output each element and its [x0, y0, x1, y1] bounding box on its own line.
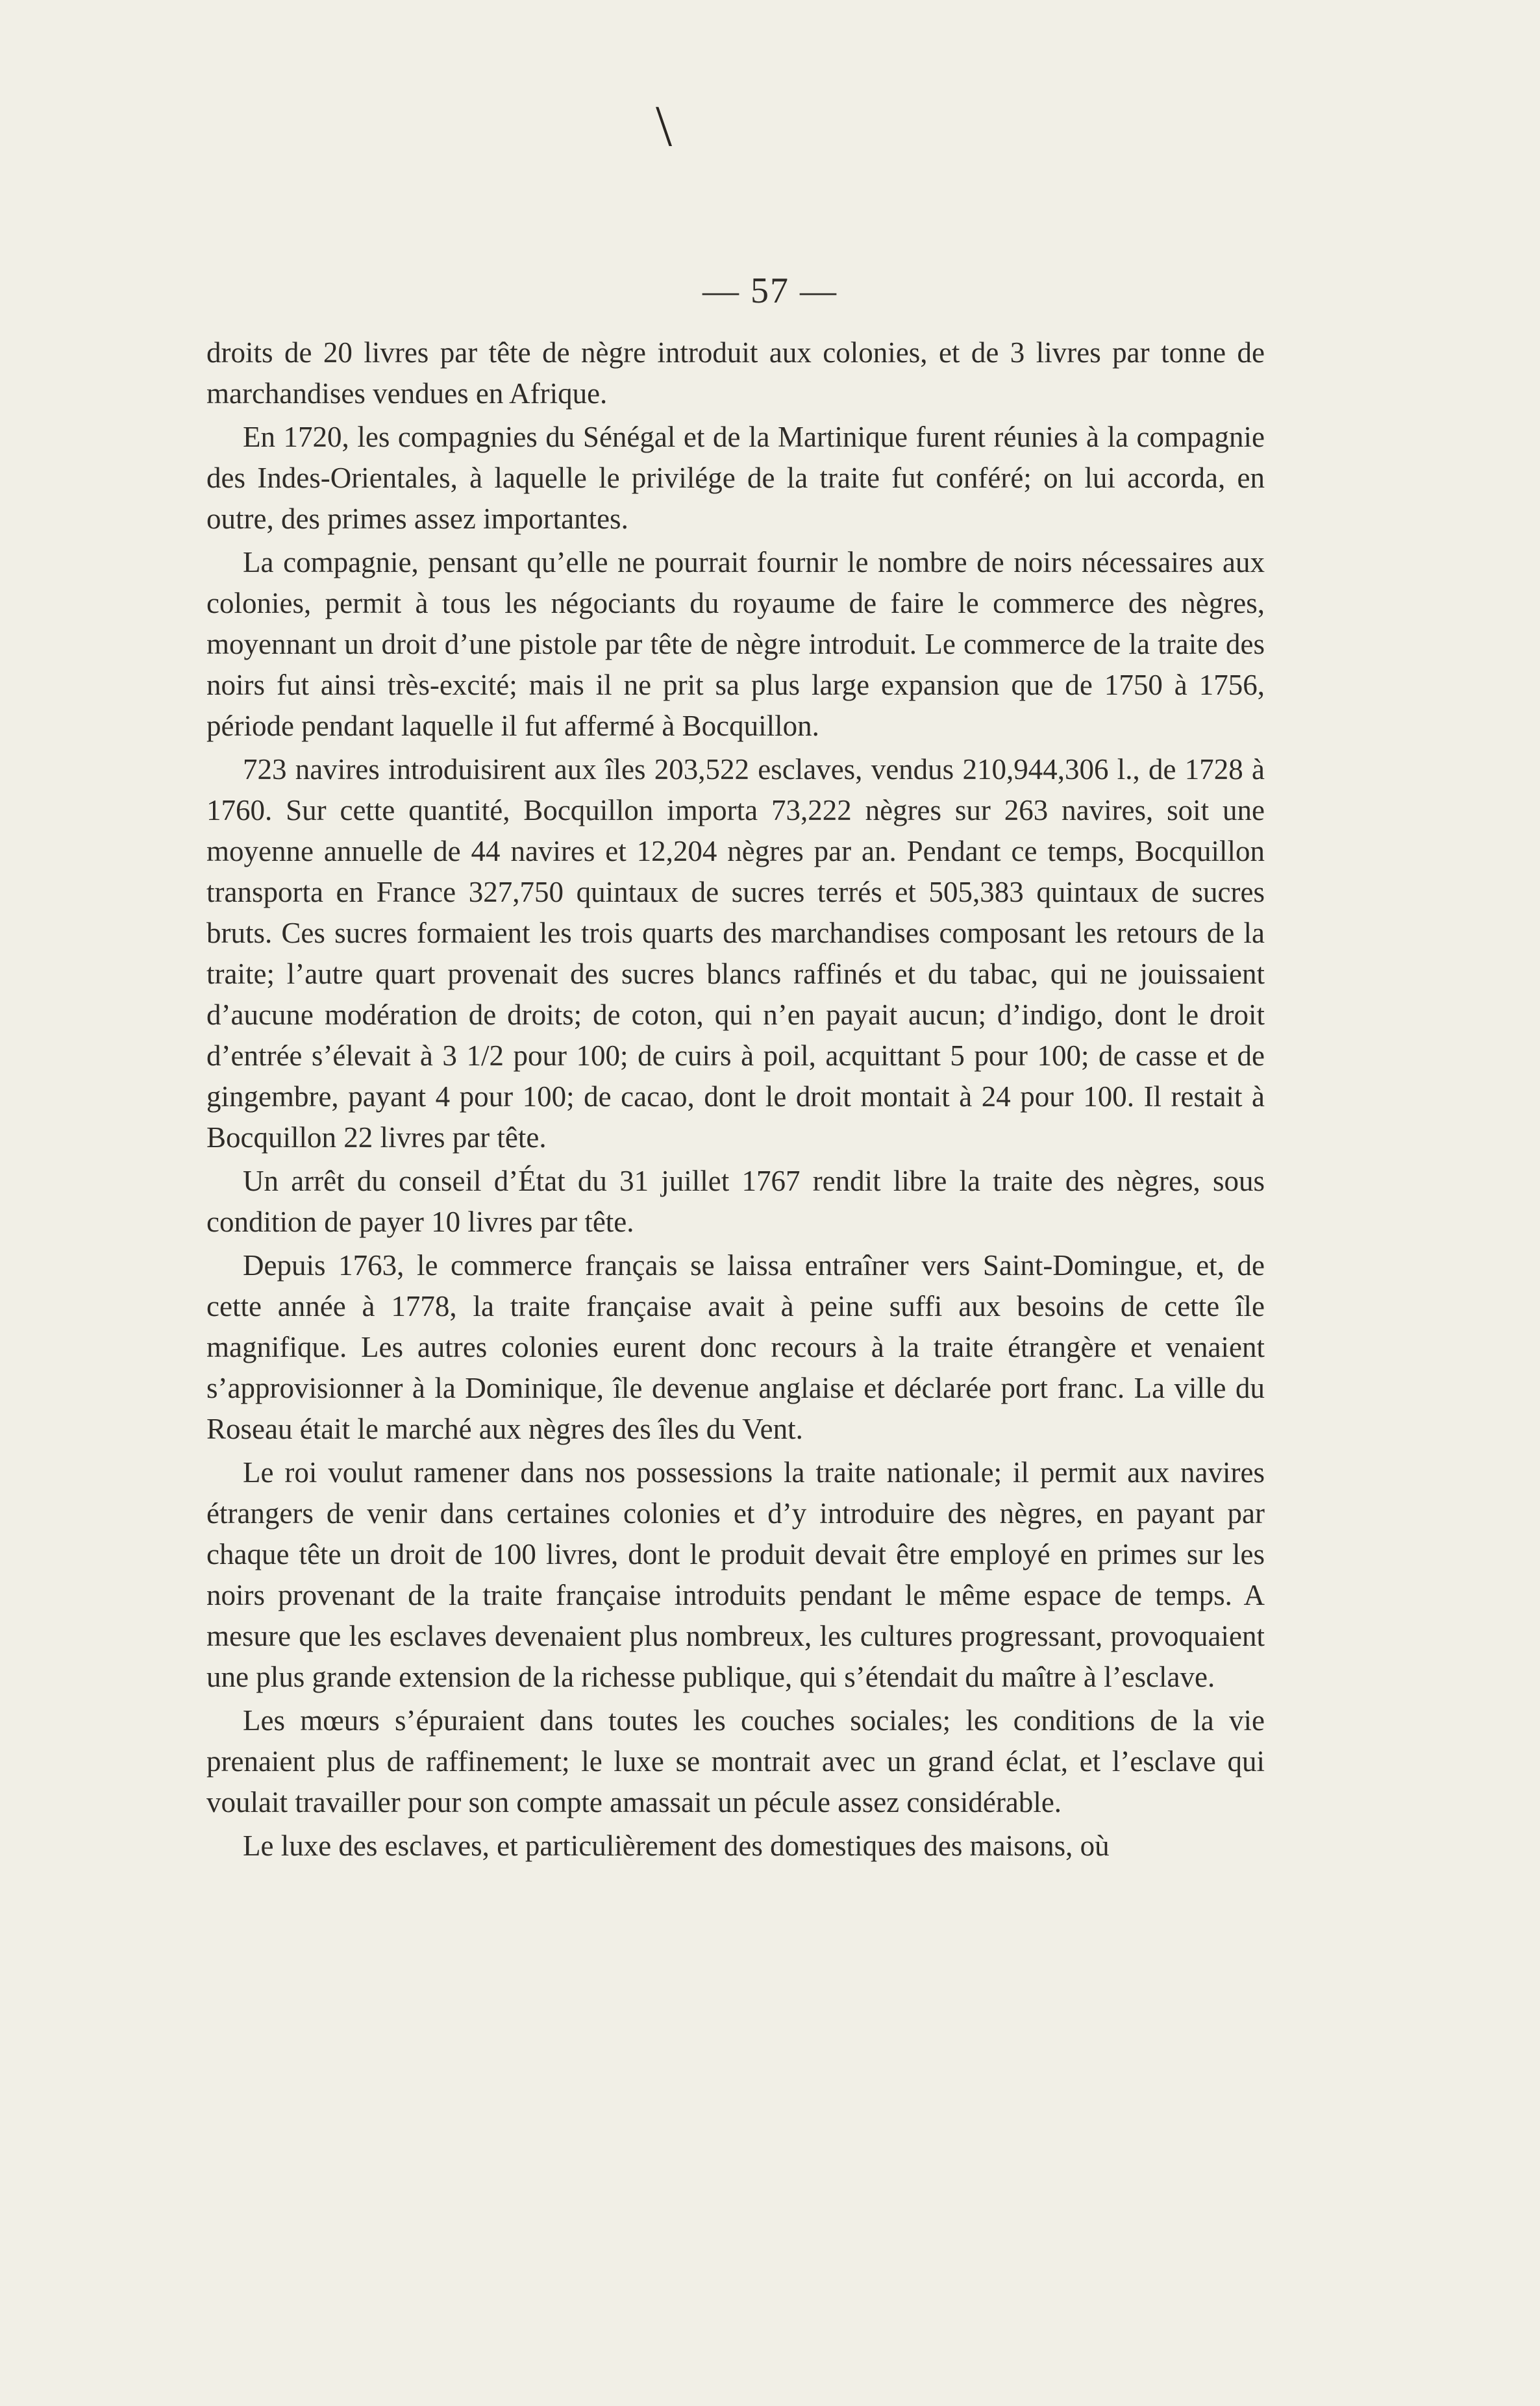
paragraph-6: Depuis 1763, le commerce français se laissa entraîner vers Saint-Domingue, et, de cette année à 1778, la traite française avait à peine suffi aux besoins de cette île magnifique. Les autres colonies eurent donc recours à la traite étrangère et venaient s’approvisionner à la Dominique, île devenue anglaise et déclarée port franc. La ville du Roseau était le marché aux nègres des îles du Vent.	[206, 1249, 1265, 1445]
paragraph-1: droits de 20 livres par tête de nègre introduit aux colonies, et de 3 livres par tonne de marchandises vendues en Afrique.	[206, 336, 1265, 410]
paragraph-5: Un arrêt du conseil d’État du 31 juillet 1767 rendit libre la traite des nègres, sous condition de payer 10 livres par tête.	[206, 1165, 1265, 1238]
paragraph-7: Le roi voulut ramener dans nos possessions la traite nationale; il permit aux navires étrangers de venir dans certaines colonies et d’y introduire des nègres, en payant par chaque tête un droit de 100 livres, dont le produit devait être employé en primes sur les noirs provenant de la traite française introduits pendant le même espace de temps. A mesure que les esclaves devenaient plus nombreux, les cultures progressant, provoquaient une plus grande extension de la richesse publique, qui s’étendait du maître à l’esclave.	[206, 1456, 1265, 1693]
paragraph-4: 723 navires introduisirent aux îles 203,522 esclaves, vendus 210,944,306 l., de 1728 à 1760. Sur cette quantité, Bocquillon importa 73,222 nègres sur 263 navires, soit une moyenne annuelle de 44 navires et 12,204 nègres par an. Pendant ce temps, Bocquillon transporta en France 327,750 quintaux de sucres terrés et 505,383 quintaux de sucres bruts. Ces sucres formaient les trois quarts des marchandises composant les retours de la traite; l’autre quart provenait des sucres blancs raffinés et du tabac, qui ne jouissaient d’aucune modération de droits; de coton, qui n’en payait aucun; d’indigo, dont le droit d’entrée s’élevait à 3 1/2 pour 100; de cuirs à poil, acquittant 5 pour 100; de casse et de gingembre, payant 4 pour 100; de cacao, dont le droit montait à 24 pour 100. Il restait à Bocquillon 22 livres par tête.	[206, 753, 1265, 1154]
paragraph-2: En 1720, les compagnies du Sénégal et de la Martinique furent réunies à la compagnie des Indes-Orientales, à laquelle le privilége de la traite fut conféré; on lui accorda, en outre, des primes assez importantes.	[206, 421, 1265, 535]
top-ink-mark: \	[656, 94, 673, 158]
paragraph-9: Le luxe des esclaves, et particulièrement des domestiques des maisons, où	[243, 1829, 1110, 1862]
body-text	[206, 332, 1265, 1869]
page-number: — 57 —	[702, 271, 838, 311]
paragraph-8: Les mœurs s’épuraient dans toutes les couches sociales; les conditions de la vie prenaient plus de raffinement; le luxe se montrait avec un grand éclat, et l’esclave qui voulait travailler pour son compte amassait un pécule assez considérable.	[206, 1704, 1265, 1818]
paragraph-3: La compagnie, pensant qu’elle ne pourrait fournir le nombre de noirs nécessaires aux colonies, permit à tous les négociants du royaume de faire le commerce des nègres, moyennant un droit d’une pistole par tête de nègre introduit. Le commerce de la traite des noirs fut ainsi très-excité; mais il ne prit sa plus large expansion que de 1750 à 1756, période pendant laquelle il fut affermé à Bocquillon.	[206, 546, 1265, 742]
